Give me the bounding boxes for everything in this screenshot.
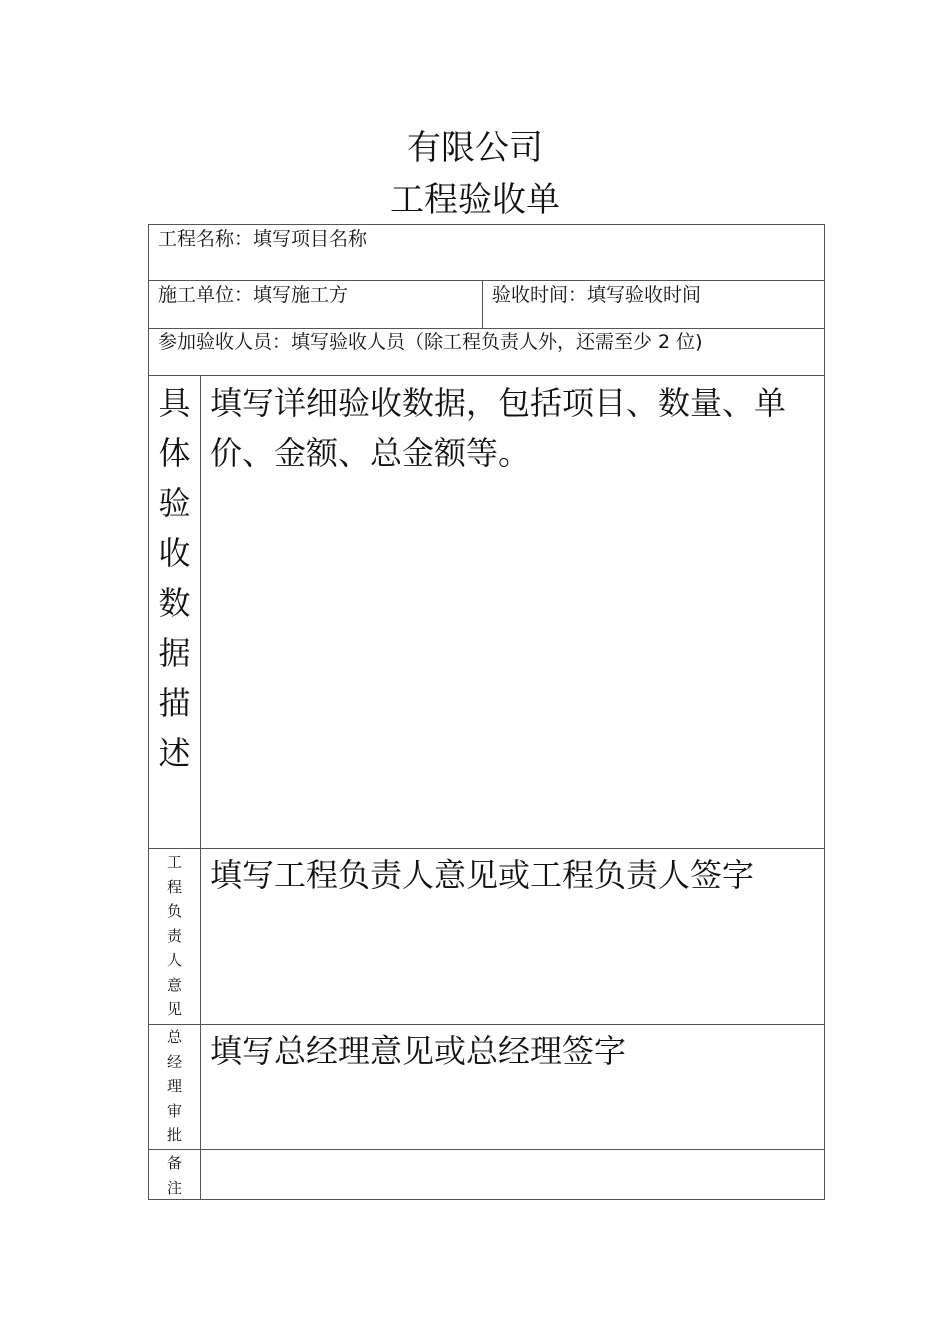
label-char: 理 [166, 1077, 182, 1095]
manager-opinion-label [149, 850, 200, 1022]
table-border-right [824, 224, 825, 1200]
label-char: 见 [166, 1000, 182, 1018]
gm-approval-text: 填写总经理意见或总经理签字 [210, 1032, 627, 1070]
label-char: 审 [166, 1101, 182, 1120]
details-content-field[interactable] [210, 378, 818, 478]
label-char: 责 [166, 926, 182, 945]
construction-unit-field[interactable] [158, 282, 478, 308]
details-content-text: 填写详细验收数据，包括项目、数量、单价、金额、总金额等。 [210, 384, 787, 472]
label-char: 验 [158, 484, 191, 522]
label-char: 注 [166, 1178, 182, 1197]
label-char: 数 [158, 584, 191, 622]
label-char: 描 [158, 684, 191, 722]
details-label [149, 378, 200, 778]
row-divider [148, 848, 825, 849]
label-char: 经 [166, 1052, 182, 1071]
acceptance-time-text: 验收时间：填写验收时间 [492, 284, 702, 306]
label-char: 体 [158, 434, 191, 472]
acceptance-time-field[interactable] [492, 282, 820, 308]
gm-approval-label [149, 1025, 200, 1148]
manager-opinion-text: 填写工程负责人意见或工程负责人签字 [210, 856, 755, 894]
label-char: 负 [166, 902, 182, 920]
label-char: 人 [166, 951, 182, 969]
table-border-top [148, 224, 825, 225]
table-border-bottom [148, 1199, 825, 1200]
participants-text: 参加验收人员：填写验收人员（除工程负责人外，还需至少 2 位) [158, 331, 703, 353]
label-char: 总 [166, 1028, 182, 1046]
project-name-field[interactable] [158, 226, 818, 252]
label-char: 备 [166, 1154, 182, 1172]
company-name: 有限公司 [407, 128, 543, 168]
row-divider [148, 1149, 825, 1150]
label-char: 工 [166, 853, 182, 871]
participants-field[interactable] [158, 329, 820, 355]
label-char: 据 [158, 634, 191, 672]
gm-approval-field[interactable] [210, 1026, 820, 1076]
label-char: 意 [166, 975, 182, 994]
row-divider [148, 1024, 825, 1025]
form-title: 工程验收单 [390, 180, 560, 220]
remarks-field[interactable] [210, 1151, 820, 1197]
project-name-text: 工程名称：填写项目名称 [158, 228, 368, 250]
label-column-divider [200, 375, 201, 1200]
label-char: 具 [158, 384, 191, 422]
column-divider [482, 280, 483, 328]
label-char: 批 [166, 1126, 182, 1144]
manager-opinion-field[interactable] [210, 850, 820, 900]
label-char: 述 [158, 734, 191, 772]
label-char: 程 [166, 877, 182, 896]
construction-unit-text: 施工单位：填写施工方 [158, 284, 349, 306]
label-char: 收 [158, 534, 191, 572]
remarks-label [149, 1151, 200, 1200]
row-divider [148, 375, 825, 376]
row-divider [148, 280, 825, 281]
